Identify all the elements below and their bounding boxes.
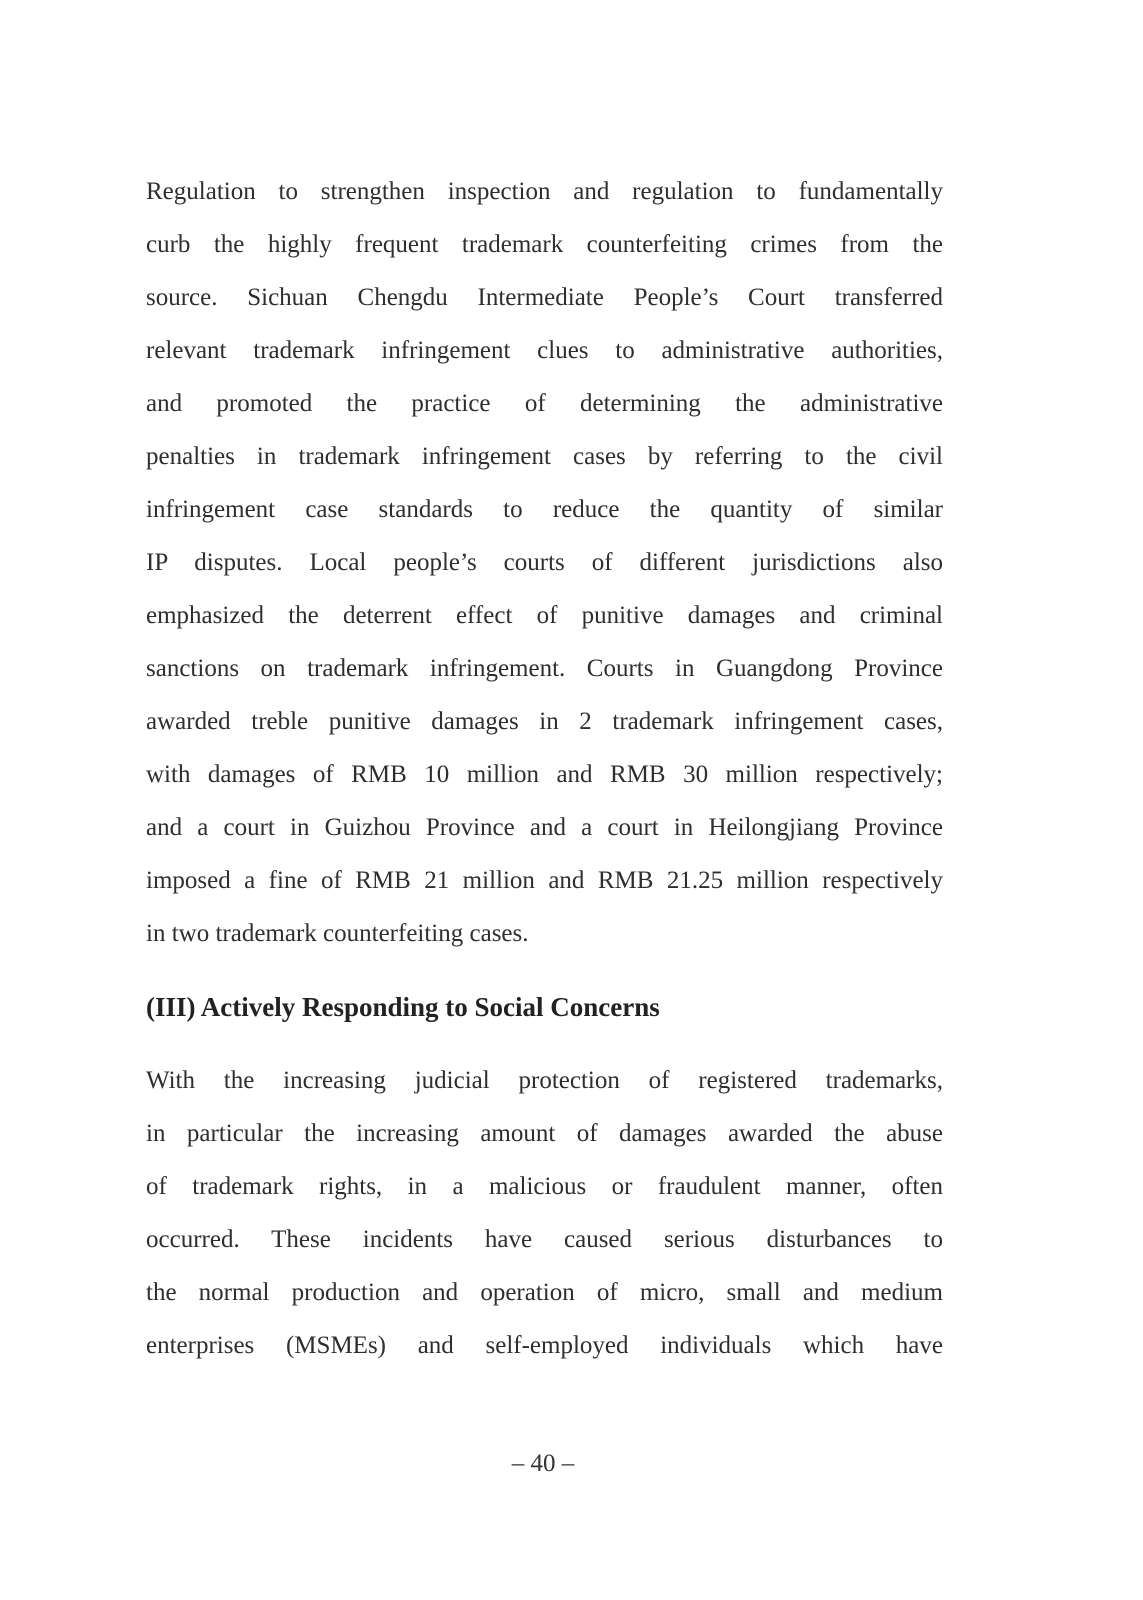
text-line: source. Sichuan Chengdu Intermediate People’s Court transferred	[146, 284, 943, 311]
text-line: occurred. These incidents have caused serious disturbances to	[146, 1226, 943, 1253]
text-line: imposed a fine of RMB 21 million and RMB 21.25 million respectively	[146, 867, 943, 894]
text-line: infringement case standards to reduce the quantity of similar	[146, 496, 943, 523]
text-line: curb the highly frequent trademark counterfeiting crimes from the	[146, 231, 943, 258]
text-line: relevant trademark infringement clues to administrative authorities,	[146, 337, 943, 364]
text-line: IP disputes. Local people’s courts of different jurisdictions also	[146, 549, 943, 576]
text-line: With the increasing judicial protection of registered trademarks,	[146, 1067, 943, 1094]
text-line: and promoted the practice of determining the administrative	[146, 390, 943, 417]
section-heading: (III) Actively Responding to Social Concerns	[146, 992, 660, 1022]
text-line: the normal production and operation of micro, small and medium	[146, 1279, 943, 1306]
text-line: and a court in Guizhou Province and a court in Heilongjiang Province	[146, 814, 943, 841]
text-line: sanctions on trademark infringement. Courts in Guangdong Province	[146, 655, 943, 682]
page-number: – 40 –	[511, 1450, 575, 1477]
text-line: Regulation to strengthen inspection and regulation to fundamentally	[146, 178, 943, 205]
body-paragraph-2	[146, 1054, 943, 1372]
text-line: in two trademark counterfeiting cases.	[146, 920, 529, 947]
text-line: awarded treble punitive damages in 2 trademark infringement cases,	[146, 708, 943, 735]
text-line: in particular the increasing amount of damages awarded the abuse	[146, 1120, 943, 1147]
text-line: emphasized the deterrent effect of punitive damages and criminal	[146, 602, 943, 629]
text-line: enterprises (MSMEs) and self-employed individuals which have	[146, 1332, 943, 1359]
text-line: with damages of RMB 10 million and RMB 30 million respectively;	[146, 761, 943, 788]
text-line: of trademark rights, in a malicious or fraudulent manner, often	[146, 1173, 943, 1200]
body-paragraph-1	[146, 165, 943, 960]
text-line: penalties in trademark infringement cases by referring to the civil	[146, 443, 943, 470]
